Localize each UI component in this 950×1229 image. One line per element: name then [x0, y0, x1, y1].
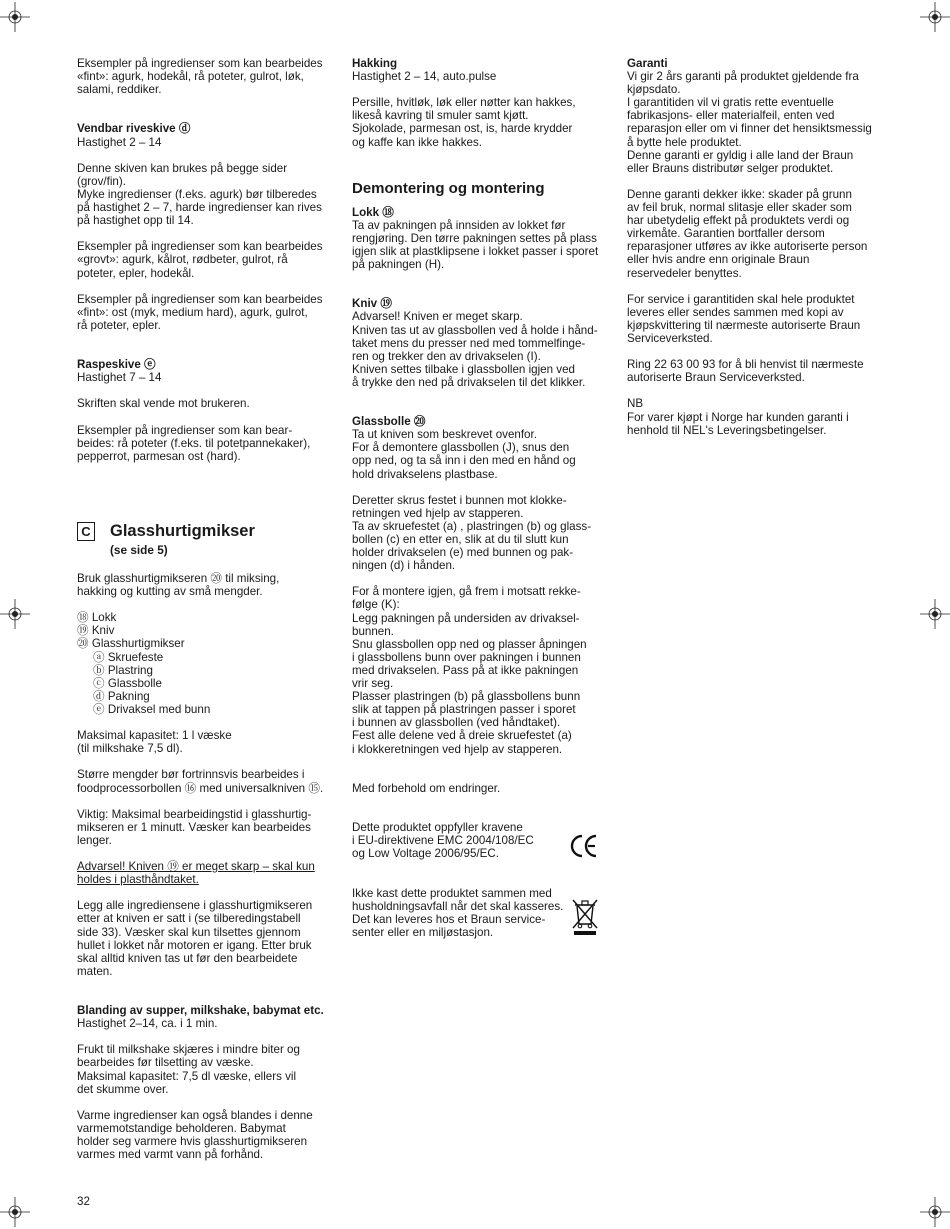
raspe-paragraph-1: Skriften skal vende mot brukeren.: [77, 397, 250, 411]
lokk-paragraph: Ta av pakningen på innsiden av lokket før rengjøring. Den tørre pakningen settes på plass igjen slik at plastklipsene i lokket passer i sporet på pakningen (H).: [352, 218, 599, 272]
registration-mark-icon: [920, 2, 950, 32]
section-title: Glasshurtigmikser: [110, 522, 255, 540]
vendbar-paragraph-3: Eksempler på ingredienser som kan bearbeides «fint»: ost (myk, medium hard), agurk, gulrot, rå poteter, epler.: [77, 292, 323, 332]
subpart-item: ⓐ Skruefeste: [93, 650, 164, 664]
hakking-heading: Hakking: [352, 57, 398, 70]
raspe-paragraph-2: Eksempler på ingredienser som kan bear- beides: rå poteter (f.eks. til potetpannekaker), pepperrot, parmesan ost (hard).: [77, 423, 311, 463]
column-1-top: [77, 57, 329, 463]
glassbolle-paragraph-2: Deretter skrus festet i bunnen mot klokke- retningen ved hjelp av stapperen. Ta av skruefestet (a) , plastringen (b) og glass- bollen (c) en etter en, slik at du til slutt kun holder drivakselen (e) med bunnen og pak- ningen (d) i hånden.: [352, 493, 592, 573]
section-letter-box: C: [77, 522, 95, 541]
registration-mark-icon: [0, 2, 30, 32]
column-3: [627, 57, 877, 437]
nb-heading: NB: [627, 397, 644, 411]
hakking-paragraph: Persille, hvitløk, løk eller nøtter kan hakkes, likeså kavring til smuler samt kjøtt. Sjokolade, parmesan ost, is, harde krydder og kaffe kan ikke hakkes.: [352, 96, 576, 149]
blanding-paragraph-1: Frukt til milkshake skjæres i mindre biter og bearbeides før tilsetting av væske. Maksimal kapasitet: 7,5 dl væske, ellers vil det skumme over.: [77, 1043, 300, 1096]
crossed-bin-icon: [572, 898, 598, 941]
part-item: ⑲ Kniv: [77, 624, 115, 638]
registration-mark-icon: [0, 1197, 30, 1227]
nb-paragraph: For varer kjøpt i Norge har kunden garanti i henhold til NEL's Leveringsbetingelser.: [627, 410, 849, 437]
vendbar-heading: Vendbar riveskive ⓓ: [77, 122, 191, 136]
part-item: ⑱ Lokk: [77, 611, 117, 625]
subpart-item: ⓓ Pakning: [93, 689, 150, 703]
vendbar-speed: Hastighet 2 – 14: [77, 135, 162, 149]
kniv-paragraph: Advarsel! Kniven er meget skarp. Kniven tas ut av glassbollen ved å holde i hånd- taket mens du presser ned med tommelfinge- ren og trekker den av drivakselen (I). Kniven settes tilbake i glassbollen igjen ved å trykke den ned på drivakselen til det klikker.: [352, 310, 598, 389]
reservation-text: Med forbehold om endringer.: [352, 781, 501, 795]
subpart-item: ⓒ Glassbolle: [93, 676, 162, 690]
page-number: 32: [77, 1195, 90, 1208]
registration-mark-icon: [920, 1197, 950, 1227]
garanti-paragraph-2: Denne garanti dekker ikke: skader på grunn av feil bruk, normal slitasje eller skader som har ubetydelig effekt på produktets verdi og virkemåte. Garantien bortfaller dersom reparasjoner utføres av ikke autoriserte person eller hvis andre enn originale Braun reservedeler benyttes.: [627, 187, 868, 280]
lokk-heading: Lokk ⑱: [352, 205, 394, 219]
warning-text: Advarsel! Kniven ⑲ er meget skarp – skal kun holdes i plasthåndtaket.: [77, 860, 315, 887]
vendbar-paragraph-1: Denne skiven kan brukes på begge sider (grov/fin). Myke ingredienser (f.eks. agurk) bør tilberedes på hastighet 2 – 7, harde ingredienser kan rives på hastighet opp til 14.: [77, 161, 322, 228]
registration-mark-icon: [920, 599, 950, 629]
blanding-paragraph-2: Varme ingredienser kan også blandes i denne varmemotstandige beholderen. Babymat holder seg varmere hvis glasshurtigmikseren varmes med varmt vann på forhånd.: [77, 1108, 313, 1162]
garanti-paragraph-1: Vi gir 2 års garanti på produktet gjeldende fra kjøpsdato. I garantitiden vil vi gratis rette eventuelle fabrikasjons- eller materialfeil, enten ved reparasjon eller om vi finner det hensiktsmessig å bytte hele produktet. Denne garanti er gyldig i alle land der Braun eller Brauns distributør selger produktet.: [627, 70, 872, 175]
vendbar-paragraph-2: Eksempler på ingredienser som kan bearbeides «grovt»: agurk, kålrot, rødbeter, gulrot, rå poteter, epler, hodekål.: [77, 240, 323, 280]
weee-text: Ikke kast dette produktet sammen med husholdningsavfall når det skal kasseres. Det kan leveres hos et Braun service- senter eller en miljøstasjon.: [352, 886, 564, 939]
ce-mark-icon: [570, 833, 598, 864]
garanti-paragraph-4: Ring 22 63 00 93 for å bli henvist til nærmeste autoriserte Braun Serviceverksted.: [627, 358, 864, 385]
ce-compliance-text: Dette produktet oppfyller kravene i EU-direktivene EMC 2004/108/EC og Low Voltage 2006/95/EC.: [352, 821, 534, 861]
column-1-bottom: [77, 572, 329, 1161]
ingredients-text: Legg alle ingrediensene i glasshurtigmikseren etter at kniven er satt i (se tilberedingstabell side 33). Væsker skal kun tilsettes gjennom hullet i lokket når motoren er igang. Etter bruk skal alltid kniven tas ut før den bearbeidete maten.: [77, 899, 313, 978]
section-subtitle: (se side 5): [110, 543, 168, 557]
kniv-heading: Kniv ⑲: [352, 297, 392, 311]
column-2: [352, 57, 600, 939]
glass-intro: Bruk glasshurtigmikseren ⑳ til miksing, hakking og kutting av små mengder.: [77, 572, 280, 599]
subpart-item: ⓑ Plastring: [93, 663, 153, 677]
glassbolle-heading: Glassbolle ⑳: [352, 415, 426, 429]
capacity-text: Maksimal kapasitet: 1 l væske (til milkshake 7,5 dl).: [77, 729, 232, 756]
raspe-speed: Hastighet 7 – 14: [77, 371, 162, 385]
important-text: Viktig: Maksimal bearbeidingstid i glasshurtig- mikseren er 1 minutt. Væsker kan bearbeides lenger.: [77, 807, 312, 847]
demontering-heading: Demontering og montering: [352, 179, 545, 197]
blanding-heading: Blanding av supper, milkshake, babymat etc.: [77, 1004, 324, 1018]
glassbolle-paragraph-3: For å montere igjen, gå frem i motsatt rekke- følge (K): Legg pakningen på undersiden av drivaksel- bunnen. Snu glassbollen opp ned og plasser åpningen i glassbollens bunn over pakningen i bunnen med drivakselen. Pass på at ikke pakningen vrir seg. Plasser plastringen (b) på glassbollens bunn slik at tappen på plastringen passer i sporet i bunnen av glassbollen (ved håndtaket). Fest alle delene ved å dreie skruefestet (a) i klokkeretningen ved hjelp av stapperen.: [352, 585, 587, 756]
larger-amounts-text: Større mengder bør fortrinnsvis bearbeides i foodprocessorbollen ⑯ med universalkniven ⑮.: [77, 768, 324, 795]
hakking-speed: Hastighet 2 – 14, auto.pulse: [352, 70, 497, 84]
garanti-heading: Garanti: [627, 57, 668, 70]
registration-mark-icon: [0, 599, 30, 629]
blanding-speed: Hastighet 2–14, ca. i 1 min.: [77, 1017, 218, 1031]
intro-paragraph: Eksempler på ingredienser som kan bearbeides «fint»: agurk, hodekål, rå poteter, gulrot, løk, salami, reddiker.: [77, 57, 323, 97]
subpart-item: ⓔ Drivaksel med bunn: [93, 702, 211, 716]
garanti-paragraph-3: For service i garantitiden skal hele produktet leveres eller sendes sammen med kopi av kjøpskvittering til nærmeste autoriserte Braun Serviceverksted.: [627, 292, 861, 345]
glassbolle-paragraph-1: Ta ut kniven som beskrevet ovenfor. For å demontere glassbollen (J), snus den opp ned, og ta så inn i den med en hånd og hold drivakselens plastbase.: [352, 428, 576, 481]
raspe-heading: Raspeskive ⓔ: [77, 358, 156, 372]
part-item: ⑳ Glasshurtigmikser: [77, 637, 185, 651]
